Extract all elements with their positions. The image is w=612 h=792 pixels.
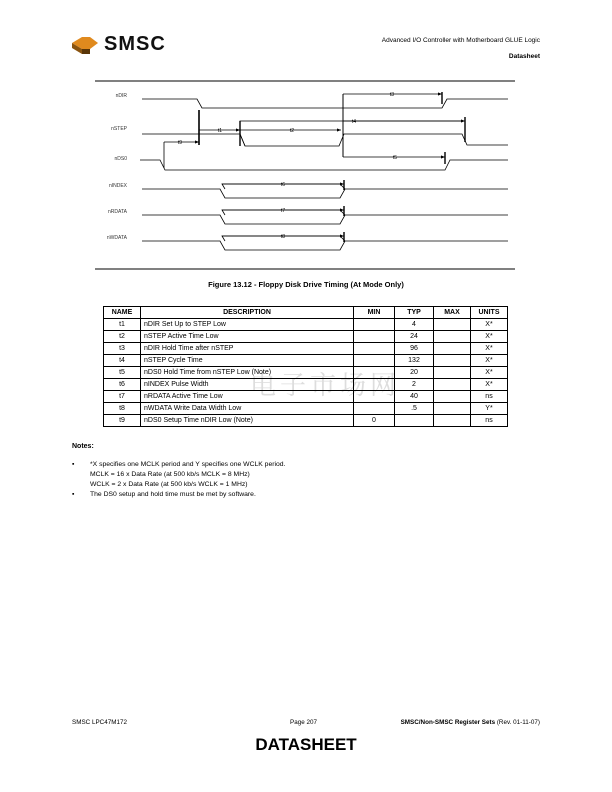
table-header-row <box>104 307 508 319</box>
table-cell-max <box>434 367 471 379</box>
table-cell-typ: 20 <box>395 367 434 379</box>
table-cell-description: nSTEP Active Time Low <box>141 331 354 343</box>
table-cell-description: nDS0 Setup Time nDIR Low (Note) <box>141 415 354 427</box>
table-cell-name: t7 <box>104 391 141 403</box>
datasheet-banner: DATASHEET <box>255 735 357 754</box>
note-line: The DS0 setup and hold time must be met by software. <box>90 491 256 498</box>
timing-label-t9: t9 <box>177 140 183 146</box>
table-cell-typ: 4 <box>395 319 434 331</box>
table-cell-description: nINDEX Pulse Width <box>141 379 354 391</box>
footer-right <box>401 719 540 726</box>
col-typ: TYP <box>395 307 434 319</box>
table-cell-max <box>434 355 471 367</box>
col-min: MIN <box>354 307 395 319</box>
timing-label-t2: t2 <box>289 128 295 134</box>
table-cell-units: X* <box>471 355 508 367</box>
footer-page: Page 207 <box>290 719 317 726</box>
table-cell-name: t8 <box>104 403 141 415</box>
table-cell-name: t5 <box>104 367 141 379</box>
waveform-nds0 <box>140 160 508 170</box>
col-description: DESCRIPTION <box>141 307 354 319</box>
note-item <box>72 460 285 490</box>
table-cell-name: t4 <box>104 355 141 367</box>
table-cell-units: X* <box>471 379 508 391</box>
table-cell-max <box>434 391 471 403</box>
timing-label-t1: t1 <box>217 128 223 134</box>
signal-label-nindex: nINDEX <box>108 183 127 189</box>
table-row <box>104 331 508 343</box>
table-cell-min <box>354 331 395 343</box>
table-cell-name: t1 <box>104 319 141 331</box>
table-row <box>104 343 508 355</box>
waveform-ndir <box>142 99 508 108</box>
note-line: MCLK = 16 x Data Rate (at 500 kb/s MCLK = 8 MHz) <box>90 471 250 478</box>
note-item <box>72 490 285 500</box>
table-cell-description: nSTEP Cycle Time <box>141 355 354 367</box>
table-cell-max <box>434 319 471 331</box>
table-cell-units: X* <box>471 331 508 343</box>
waveform-nstep <box>142 134 508 146</box>
table-cell-min <box>354 403 395 415</box>
timing-label-t3: t3 <box>389 92 395 98</box>
table-cell-description: nDS0 Hold Time from nSTEP Low (Note) <box>141 367 354 379</box>
table-cell-description: nDIR Set Up to STEP Low <box>141 319 354 331</box>
header-title: Advanced I/O Controller with Motherboard GLUE Logic <box>381 37 540 44</box>
timing-label-t5: t5 <box>392 155 398 161</box>
table-cell-typ: 132 <box>395 355 434 367</box>
signal-label-nstep: nSTEP <box>111 126 127 132</box>
table-cell-max <box>434 403 471 415</box>
notes-heading: Notes: <box>72 443 94 450</box>
table-cell-typ <box>395 415 434 427</box>
figure-caption: Figure 13.12 - Floppy Disk Drive Timing (At Mode Only) <box>208 280 404 289</box>
timing-label-t6: t6 <box>280 182 286 188</box>
watermark: 电子市场网 <box>250 371 401 401</box>
signal-label-nwdata: nWDATA <box>106 235 127 241</box>
table-cell-typ: 40 <box>395 391 434 403</box>
note-line: *X specifies one MCLK period and Y specifies one WCLK period. <box>90 461 286 468</box>
table-cell-typ: .5 <box>395 403 434 415</box>
timing-label-t4: t4 <box>351 119 357 125</box>
table-row <box>104 415 508 427</box>
notes-list <box>72 460 285 500</box>
footer-revision: (Rev. 01-11-07) <box>496 719 540 726</box>
table-cell-min <box>354 367 395 379</box>
table-cell-max <box>434 331 471 343</box>
signal-label-nrdata: nRDATA <box>108 209 127 215</box>
waveform-nwdata <box>142 241 508 250</box>
note-line: WCLK = 2 x Data Rate (at 500 kb/s WCLK = 1 MHz) <box>90 481 248 488</box>
table-cell-name: t9 <box>104 415 141 427</box>
signal-label-nds0: nDS0 <box>114 156 127 162</box>
table-cell-typ: 24 <box>395 331 434 343</box>
table-cell-max <box>434 415 471 427</box>
bullet-icon: ▪ <box>72 491 75 498</box>
table-cell-units: X* <box>471 367 508 379</box>
table-row <box>104 319 508 331</box>
table-cell-min <box>354 319 395 331</box>
table-cell-units: X* <box>471 319 508 331</box>
table-row <box>104 355 508 367</box>
waveform-nrdata <box>142 215 508 224</box>
table-cell-min <box>354 391 395 403</box>
table-cell-max <box>434 379 471 391</box>
table-cell-units: Y* <box>471 403 508 415</box>
table-cell-typ: 96 <box>395 343 434 355</box>
table-cell-min <box>354 379 395 391</box>
table-cell-name: t6 <box>104 379 141 391</box>
table-cell-name: t2 <box>104 331 141 343</box>
table-cell-typ: 2 <box>395 379 434 391</box>
col-max: MAX <box>434 307 471 319</box>
header-subtitle: Datasheet <box>508 53 540 60</box>
col-units: UNITS <box>471 307 508 319</box>
table-cell-max <box>434 343 471 355</box>
timing-table <box>103 306 508 427</box>
table-cell-description: nRDATA Active Time Low <box>141 391 354 403</box>
col-name: NAME <box>104 307 141 319</box>
signal-label-ndir: nDIR <box>115 93 127 99</box>
table-row <box>104 403 508 415</box>
table-row <box>104 367 508 379</box>
bullet-icon: ▪ <box>72 461 75 468</box>
waveform-nindex <box>142 189 508 198</box>
table-cell-min: 0 <box>354 415 395 427</box>
table-row <box>104 379 508 391</box>
table-cell-description: nDIR Hold Time after nSTEP <box>141 343 354 355</box>
svg-text:SMSC: SMSC <box>104 33 166 55</box>
timing-label-t7: t7 <box>280 208 286 214</box>
table-row <box>104 391 508 403</box>
table-cell-units: ns <box>471 415 508 427</box>
table-cell-name: t3 <box>104 343 141 355</box>
footer-left: SMSC LPC47M172 <box>72 719 127 726</box>
table-cell-description: nWDATA Write Data Width Low <box>141 403 354 415</box>
table-cell-units: X* <box>471 343 508 355</box>
footer-section: SMSC/Non-SMSC Register Sets <box>400 719 496 726</box>
timing-diagram <box>0 0 612 300</box>
timing-label-t8: t8 <box>280 234 286 240</box>
table-cell-units: ns <box>471 391 508 403</box>
table-cell-min <box>354 343 395 355</box>
table-cell-min <box>354 355 395 367</box>
